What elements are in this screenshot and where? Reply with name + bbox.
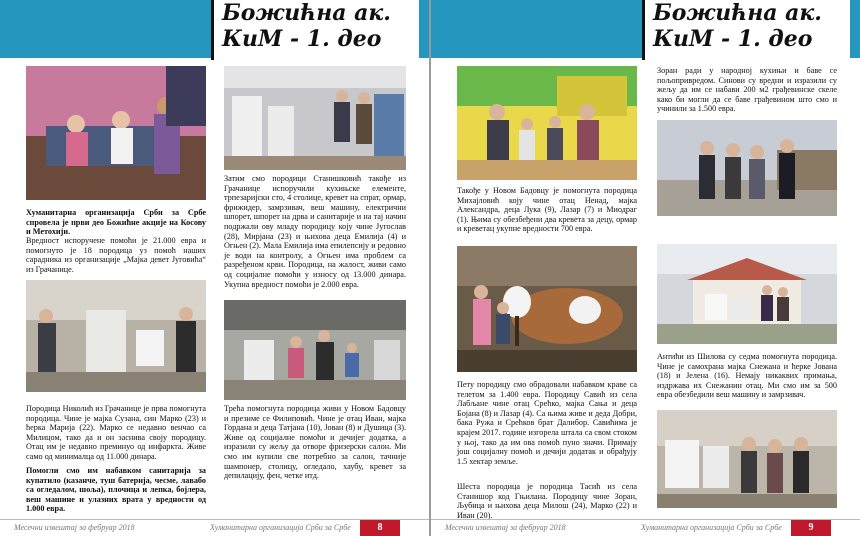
footer-organization: Хуманитарна организација Срби за Србе [641, 523, 782, 532]
photo-mihajlovic-family [457, 66, 637, 180]
family4-paragraph: Такође у Новом Бадовцу је помогнута породица Михајловић коју чине отац Ненад, мајка Александра, деца Лука (9), Лазар (7) и Миодраг (1). Њима су обезбеђени два кревета за децу, ормар и креветац укупне вредности 700 евра. [457, 186, 637, 234]
footer-publication: Месечни извештај за фебруар 2018 [445, 523, 566, 532]
title-line-1: Божићна ак. [653, 0, 822, 26]
family5-paragraph: Пету породицу смо обрадовали набавком краве са телетом за 1.400 евра. Породицу Савић из села Лабљане чине отац Срећко, мајка Сања и деца Бојана (8) и Лазар (4). Са њима живе и деда Добри, бака Ружа и Срећков брат Далибор. Савићима је крајем 2017. године изгорела штала са свом стоком у њој, тако да им ова помоћ пуно значи. Примају још социјалну помоћ и дечији додатак и обрађују 1.5 хектар земље. [457, 380, 637, 466]
family7-paragraph: Антићи из Шилова су седма помогнута породица. Чине је самохрана мајка Снежана и ћерке Јована (18) и Јелена (16). Немају никаквих примања, издржава их Снежанин отац. Ми смо им за 500 евра обезбедили веш машину и замрзивач. [657, 352, 837, 400]
photo-cow-and-calf [457, 246, 637, 372]
title-line-2: КиМ - 1. део [222, 26, 382, 52]
family1-help-paragraph: Помогли смо им набавком санитарија за купатило (казанче, туш батерија, чесме, лавабо са огледалом, шоља), плочица и лепка, бојлера, веш машине и улазних врата у вредности од 1.000 евра. [26, 466, 206, 514]
photo-tasic-family [657, 120, 837, 216]
footer-left [0, 519, 429, 536]
title-line-2: КиМ - 1. део [653, 26, 813, 52]
value-paragraph: Вредност испоручене помоћи је 21.000 евра и помогнуто је 18 породица уз помоћ наших сарадника из организације „Мајка девет Југовића“ из Грачанице. [26, 236, 206, 274]
photo-kitchen-appliances [224, 66, 406, 170]
page-number: 9 [791, 520, 831, 536]
footer-publication: Месечни извештај за фебруар 2018 [14, 523, 135, 532]
family2-paragraph: Затим смо породици Станишковић такође из Грачанице испоручили кухињске елементе, трпезаријски сто, 4 столице, кревет на спрат, ормар, фрижидер, замрзивач, веш машину, електрични шпорет, шпорет на дрва и санитарије и на тај начин подржали ову младу породицу коју чине Југослав (28), Мирјана (23) и њихова деца Емилија (4) и Огњен (2). Мала Емилија има епилепсију и редовно је води на контролу, а Огњен има проблем са разређеном крви. Породица, на жалост, живи само од социјалне помоћи у износу од 13.000 динара. Укупна вредност помоћи је 2.000 евра. [224, 174, 406, 289]
photo-children-sofa [26, 66, 206, 200]
page-title [211, 0, 419, 60]
footer-right [431, 519, 860, 536]
title-line-1: Божићна ак. [222, 0, 391, 26]
intro-paragraph: Хуманитарна организација Срби за Србе спровела је први део Божићне акције на Косову и Метохији. [26, 208, 206, 237]
page-title [642, 0, 850, 60]
photo-filipovic-salon [224, 300, 406, 400]
photo-nikolic-family [26, 280, 206, 392]
page-9 [431, 0, 860, 536]
family1-paragraph: Породица Николић из Грачанице је прва помогнута породица. Чине је мајка Сузана, син Марко (23) и ћерка Марија (22). Марко се недавно венчао са Милицом, тако да и он заснива своју породицу. Отац им је недавно преминуо од инфаркта. Живе само од минималца од 11.000 динара. [26, 404, 206, 461]
photo-delivery-group [657, 410, 837, 508]
family6-paragraph: Шеста породица је породица Тасић из села Станишор код Гњилана. Породицу чине Зоран, Љубица и њихова деца Милош (24), Марко (22) и Иван (20). [457, 482, 637, 520]
family3-paragraph: Трећа помогнута породица живи у Новом Бадовцу и презиме се Филиповић. Чине је отац Иван, мајка Гордана и деца Татјана (10), Јован (8) и Душица (3). Живе од социјалне помоћи и дечијег додатка, а изразили су жељу да отворе фризерски салон. Ми смо им купили све потребно за салон, тачније шампонер, столицу, огледало, хаубу, кревет за депилацију, фен, четке итд. [224, 404, 406, 481]
page-number: 8 [360, 520, 400, 536]
footer-organization: Хуманитарна организација Срби за Србе [210, 523, 351, 532]
photo-antic-house [657, 244, 837, 344]
family6-continued-paragraph: Зоран ради у народној кухињи и баве се пољопривредом. Синови су вредни и изразили су жељу да им се набави 200 м2 грађевинске скеле како би могли да се баве грађевином што смо и учинили за 1.500 евра. [657, 66, 837, 114]
page-8 [0, 0, 429, 536]
